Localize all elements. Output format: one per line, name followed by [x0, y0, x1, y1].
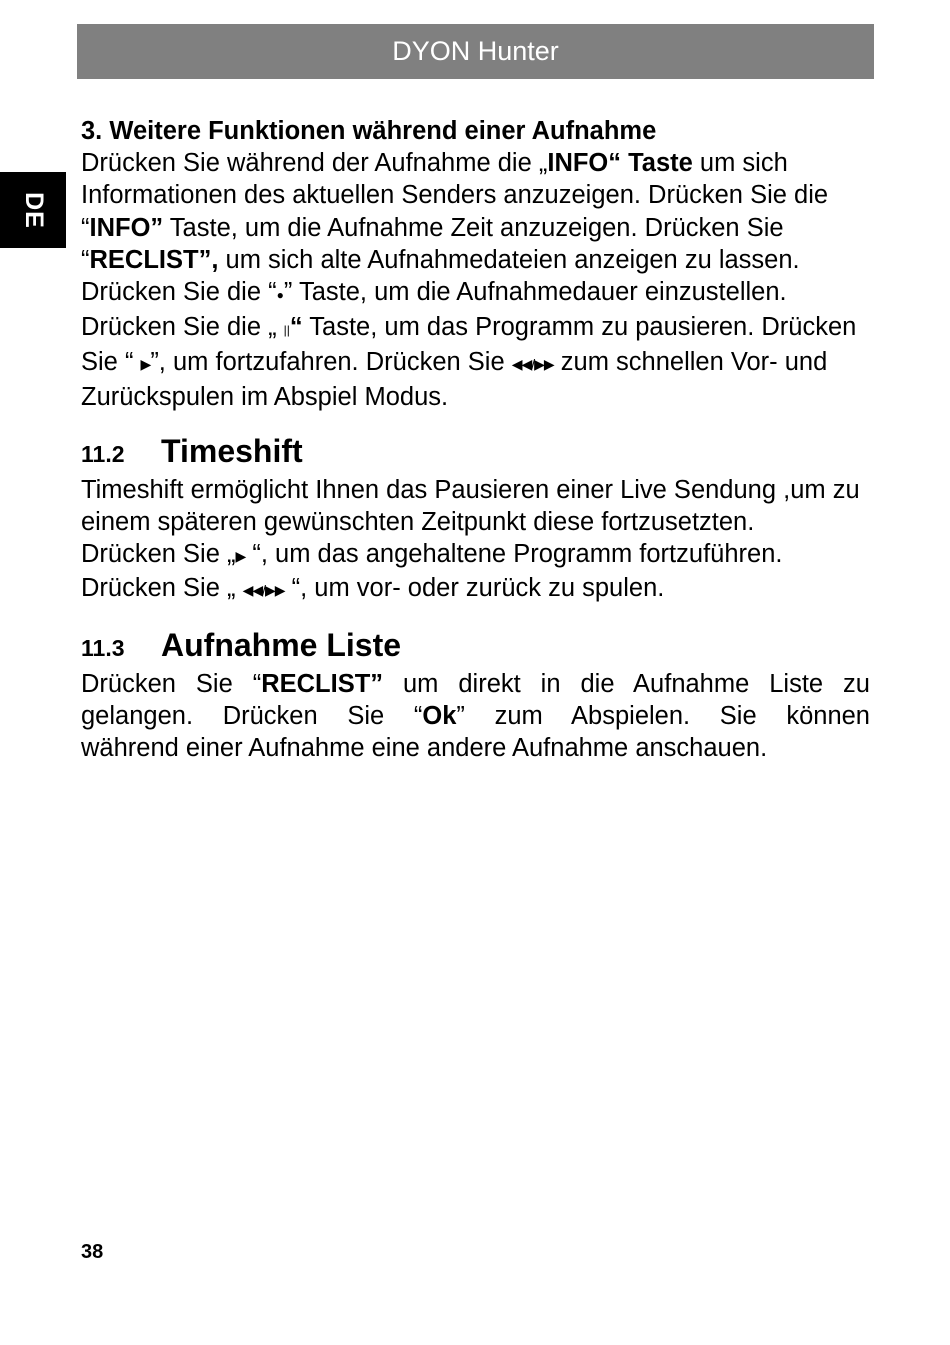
reclist-key-label: RECLIST” — [261, 669, 384, 698]
language-tab-label: DE — [19, 191, 48, 229]
text-run: Drücken Sie „ — [81, 540, 236, 569]
recording-list-description — [81, 668, 870, 765]
text-run: um sich Informationen des aktuellen Senders anzuzeigen. Drücken Sie die “ — [81, 149, 829, 242]
info-key-label: INFO” — [89, 213, 164, 242]
quote-mark: “ — [289, 313, 303, 342]
section-3-body — [81, 147, 870, 413]
language-tab — [0, 172, 66, 248]
section-11-2-heading — [81, 433, 870, 470]
section-title: Timeshift — [161, 432, 303, 469]
play-icon: ▶ — [140, 356, 151, 373]
text-run: “, um das angehaltene Programm fortzuführen. — [245, 540, 783, 569]
text-line: während einer Aufnahme eine andere Aufnahme anschauen. — [81, 734, 768, 763]
timeshift-seek-line — [81, 572, 870, 606]
timeshift-resume-line — [81, 538, 870, 572]
section-3-title: 3. Weitere Funktionen während einer Aufnahme — [81, 117, 657, 145]
timeshift-description: Timeshift ermöglicht Ihnen das Pausieren einer Live Sendung ,um zu einem späteren gewünschten Zeitpunkt diese fortzusetzten. — [81, 475, 860, 537]
page-content — [81, 115, 870, 764]
ok-key-label: Ok — [422, 701, 457, 730]
text-run: Taste, um die Aufnahme Zeit anzuzeigen. Drücken Sie “ — [81, 213, 784, 274]
section-11-3-heading — [81, 627, 870, 664]
text-run: um direkt in die Aufnahme Liste zu — [383, 669, 870, 698]
header-title: DYON Hunter — [392, 36, 559, 66]
page-number: 38 — [81, 1241, 104, 1263]
section-number: 11.2 — [81, 440, 125, 467]
text-run: gelangen. Drücken Sie “ — [81, 701, 423, 730]
text-run: Drücken Sie “ — [81, 669, 262, 698]
text-run: um sich alte Aufnahmedateien anzeigen zu lassen. Drücken Sie die “ — [81, 245, 800, 307]
section-title: Aufnahme Liste — [161, 626, 402, 663]
text-run: ” Taste, um die Aufnahmedauer einzustellen. Drücken Sie die „ — [81, 278, 787, 342]
text-run: Drücken Sie während der Aufnahme die „ — [81, 149, 548, 178]
text-line — [81, 668, 870, 700]
info-key-label: INFO“ Taste — [547, 149, 693, 178]
text-run: ”, um fortzufahren. Drücken Sie — [150, 348, 512, 377]
rewind-forward-icon: ◀◀/▶▶ — [242, 582, 285, 599]
section-number: 11.3 — [81, 634, 125, 661]
text-run: zum schnellen Vor- und Zurückspulen im Abspiel Modus. — [81, 348, 828, 411]
reclist-key-label: RECLIST”, — [89, 245, 219, 274]
rewind-forward-icon: ◀◀/▶▶ — [511, 356, 554, 373]
record-dot-icon: ● — [276, 288, 284, 303]
text-run: Taste, um das Programm zu pausieren. Drücken Sie “ — [81, 313, 857, 377]
header-bar — [77, 24, 874, 79]
text-line — [81, 700, 870, 732]
text-run: Drücken Sie „ — [81, 574, 243, 603]
text-run: “, um vor- oder zurück zu spulen. — [284, 574, 665, 603]
pause-icon: || — [283, 323, 290, 338]
play-icon: ▶ — [235, 548, 246, 565]
text-run: ” zum Abspielen. Sie können — [456, 701, 870, 730]
